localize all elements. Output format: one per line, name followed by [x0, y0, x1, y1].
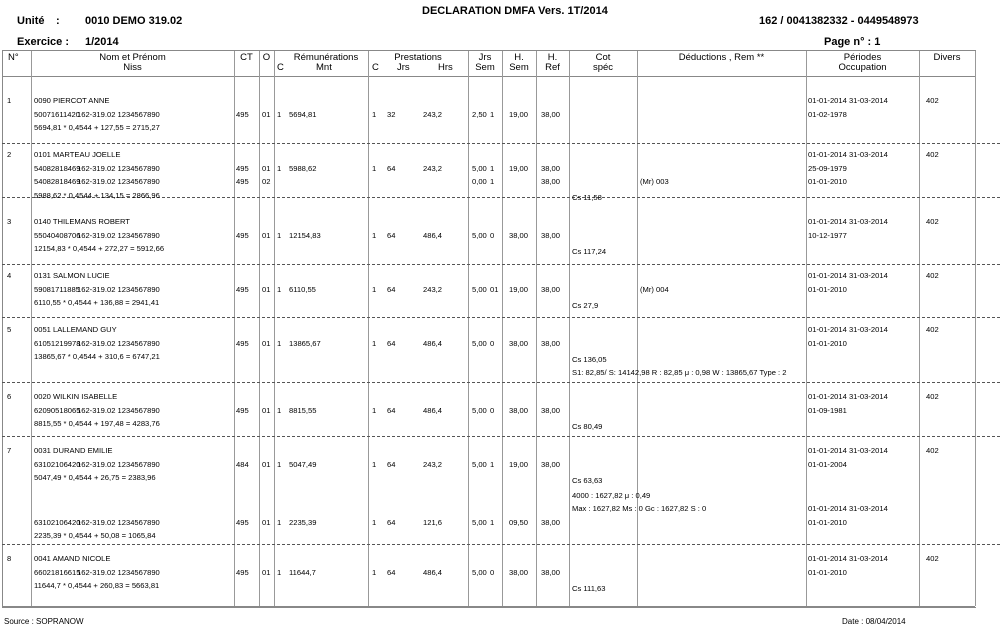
row-number: 6 — [7, 392, 12, 401]
occupation-date: 01-09-1981 — [808, 405, 847, 415]
employee-niss-2: 54082818469 — [34, 177, 81, 186]
days-week-code: 0 — [490, 567, 495, 577]
col-header-deductions: Déductions , Rem ** — [678, 52, 765, 63]
col-divider — [368, 51, 369, 606]
hours-week: 19,00 — [509, 284, 529, 294]
ct-value: 484 — [236, 459, 249, 469]
prest-days: 64 — [387, 338, 396, 348]
days-week-2: 5,00 — [472, 517, 487, 527]
calculation-formula-2: 2235,39 * 0,4544 + 50,08 = 1065,84 — [34, 531, 156, 540]
employee-reference-2: 162-319.02 1234567890 — [77, 517, 160, 527]
employee-niss: 59081711885 — [34, 284, 80, 294]
header-separator — [2, 76, 975, 77]
ct-value: 495 — [236, 567, 249, 577]
cot-detail-line: S1: 82,85/ S: 14142,98 R : 82,85 μ : 0,98 W : 13865,67 Type : 2 — [572, 367, 787, 377]
days-week-code: 0 — [490, 338, 495, 348]
table-bottom-line — [2, 606, 975, 607]
ct-value: 495 — [236, 284, 249, 294]
hours-week: 38,00 — [509, 567, 529, 577]
employee-niss: 62090518065 — [34, 405, 81, 415]
prest-days: 64 — [387, 405, 396, 415]
col-header-remun-c: C — [277, 62, 284, 73]
period-range-max: 01-01-2014 31-03-2014 — [808, 504, 888, 513]
unite-separator: : — [56, 15, 60, 27]
employee-reference: 162-319.02 1234567890 — [77, 338, 160, 348]
remun-c-value: 1 — [277, 109, 282, 119]
cot-spec-value: Cs 80,49 — [572, 422, 603, 431]
prest-days: 64 — [387, 230, 396, 240]
ct-value: 495 — [236, 109, 249, 119]
occupation-date: 01-01-2010 — [808, 338, 847, 348]
employee-reference: 162-319.02 1234567890 — [77, 163, 160, 173]
hours-reference: 38,00 — [541, 230, 561, 240]
cot-spec-value: Cs 11,58 — [572, 192, 602, 202]
o-value: 01 — [262, 338, 271, 348]
hours-reference: 38,00 — [541, 338, 561, 348]
o-value: 01 — [262, 163, 271, 173]
remun-c-value-2: 1 — [277, 517, 282, 527]
occupation-date-2: 01-01-2010 — [808, 517, 847, 527]
occupation-date: 01-02-1978 — [808, 109, 847, 119]
col-header-remun-mnt: Mnt — [316, 62, 332, 73]
col-header-jrs: Jrs — [478, 52, 492, 63]
occupation-date: 25-09-1979 — [808, 163, 847, 173]
col-header-prest: Prestations — [394, 52, 442, 63]
o-value: 01 — [262, 284, 271, 294]
days-week: 5,00 — [472, 230, 487, 240]
ct-value: 495 — [236, 405, 249, 415]
ct-value: 495 — [236, 230, 249, 240]
remun-amount: 8815,55 — [289, 405, 317, 415]
remun-c-value: 1 — [277, 567, 282, 577]
col-divider — [234, 51, 235, 606]
employee-niss: 50071611420 — [34, 109, 80, 119]
col-divider — [259, 51, 260, 606]
o-value: 01 — [262, 459, 271, 469]
col-header-jrs-sem: Sem — [475, 62, 495, 73]
col-divider — [502, 51, 503, 606]
days-week-code-2: 1 — [490, 177, 495, 186]
employee-name: 0101 MARTEAU JOELLE — [34, 150, 121, 159]
col-header-prest-c: C — [372, 62, 379, 73]
days-week: 5,00 — [472, 163, 487, 173]
col-header-divers: Divers — [933, 52, 961, 63]
employee-name: 0031 DURAND EMILIE — [34, 446, 113, 455]
employee-reference: 162-319.02 1234567890 — [77, 284, 160, 294]
calculation-formula: 5694,81 * 0,4544 + 127,55 = 2715,27 — [34, 123, 160, 132]
deduction-value: (Mr) 004 — [640, 284, 669, 294]
days-week-code: 01 — [490, 284, 499, 294]
days-week-code: 1 — [490, 459, 495, 469]
occupation-date: 10-12-1977 — [808, 230, 847, 240]
prest-hours: 486,4 — [423, 405, 443, 415]
employee-niss: 63102106420 — [34, 459, 81, 469]
remun-amount: 5988,62 — [289, 163, 317, 173]
days-week: 2,50 — [472, 109, 487, 119]
remun-amount: 13865,67 — [289, 338, 321, 348]
row-number: 5 — [7, 325, 12, 334]
days-week: 5,00 — [472, 567, 487, 577]
prest-c-value: 1 — [372, 284, 377, 294]
days-week: 5,00 — [472, 284, 487, 294]
col-divider — [637, 51, 638, 606]
remun-c-value: 1 — [277, 405, 282, 415]
col-header-h-sem-2: Sem — [509, 62, 529, 73]
prest-hours: 243,2 — [423, 163, 443, 173]
cot-4000-line: 4000 : 1627,82 μ : 0,49 — [572, 490, 651, 500]
col-header-h-sem: H. — [514, 52, 524, 63]
prest-days-2: 64 — [387, 517, 396, 527]
employee-name: 0041 AMAND NICOLE — [34, 554, 111, 563]
row-number: 2 — [7, 150, 12, 159]
remun-c-value: 1 — [277, 230, 282, 240]
cot-spec-value: Cs 63,63 — [572, 476, 603, 485]
o-value: 01 — [262, 405, 271, 415]
period-range: 01-01-2014 31-03-2014 — [808, 554, 888, 563]
col-header-n: N° — [8, 52, 19, 63]
prest-days: 64 — [387, 163, 396, 173]
period-range: 01-01-2014 31-03-2014 — [808, 271, 888, 280]
prest-c-value: 1 — [372, 163, 377, 173]
period-range: 01-01-2014 31-03-2014 — [808, 96, 888, 105]
col-header-cot: Cot — [595, 52, 611, 63]
prest-hours: 243,2 — [423, 109, 443, 119]
unite-label: Unité — [17, 15, 45, 27]
calculation-formula: 12154,83 * 0,4544 + 272,27 = 5912,66 — [34, 244, 165, 253]
row-separator — [2, 317, 1000, 318]
hours-reference: 38,00 — [541, 284, 561, 294]
col-header-nom: Nom et Prénom — [99, 52, 166, 63]
employee-name: 0140 THILEMANS ROBERT — [34, 217, 130, 226]
employee-name: 0131 SALMON LUCIE — [34, 271, 110, 280]
divers-value: 402 — [926, 217, 939, 226]
col-header-h-ref: H. — [547, 52, 558, 63]
col-divider — [569, 51, 570, 606]
prest-days: 64 — [387, 567, 396, 577]
prest-c-value: 1 — [372, 405, 377, 415]
row-separator — [2, 436, 1000, 437]
remun-amount: 5694,81 — [289, 109, 317, 119]
days-week-code: 1 — [490, 109, 495, 119]
prest-c-value-2: 1 — [372, 517, 377, 527]
occupation-date: 01-01-2010 — [808, 284, 847, 294]
o-value-2: 01 — [262, 517, 271, 527]
hours-reference-2: 38,00 — [541, 517, 561, 527]
row-separator — [2, 143, 1000, 144]
col-header-periodes: Périodes — [843, 52, 882, 63]
hours-week: 38,00 — [509, 338, 529, 348]
employee-name: 0051 LALLEMAND GUY — [34, 325, 117, 334]
hours-week: 38,00 — [509, 405, 529, 415]
o-value: 01 — [262, 109, 271, 119]
remun-amount: 11644,7 — [289, 567, 316, 577]
employee-name: 0090 PIERCOT ANNE — [34, 96, 110, 105]
ct-value-2: 495 — [236, 517, 249, 527]
period-range: 01-01-2014 31-03-2014 — [808, 446, 888, 455]
days-week-2: 0,00 — [472, 177, 487, 186]
col-header-ct: CT — [240, 52, 253, 63]
cot-spec-value: Cs 136,05 — [572, 355, 607, 364]
remun-amount: 6110,55 — [289, 284, 316, 294]
exercice-value: 1/2014 — [85, 36, 119, 48]
col-divider — [919, 51, 920, 606]
employee-reference: 162-319.02 1234567890 — [77, 567, 160, 577]
col-header-remun: Rémunérations — [293, 52, 359, 63]
cot-spec-value: Cs 117,24 — [572, 247, 607, 256]
divers-value: 402 — [926, 96, 939, 105]
period-range: 01-01-2014 31-03-2014 — [808, 150, 888, 159]
exercice-label: Exercice : — [17, 36, 69, 48]
employee-name: 0020 WILKIN ISABELLE — [34, 392, 118, 401]
employee-reference: 162-319.02 1234567890 — [77, 109, 160, 119]
days-week-code-2: 1 — [490, 517, 495, 527]
employee-niss: 61051219978 — [34, 338, 81, 348]
hours-week: 19,00 — [509, 163, 529, 173]
divers-value: 402 — [926, 271, 939, 280]
col-divider — [468, 51, 469, 606]
divers-value: 402 — [926, 446, 939, 455]
col-header-prest-hrs: Hrs — [438, 62, 453, 73]
prest-c-value: 1 — [372, 109, 377, 119]
days-week-code: 1 — [490, 163, 495, 173]
page-number: Page n° : 1 — [824, 36, 881, 48]
prest-hours: 486,4 — [423, 230, 443, 240]
hours-week: 19,00 — [509, 459, 529, 469]
prest-hours: 243,2 — [423, 459, 443, 469]
ct-value: 495 — [236, 338, 249, 348]
days-week: 5,00 — [472, 405, 487, 415]
cot-spec-value: Cs 111,63 — [572, 584, 606, 593]
hours-reference: 38,00 — [541, 163, 561, 173]
row-number: 7 — [7, 446, 12, 455]
row-separator — [2, 544, 1000, 545]
hours-week: 19,00 — [509, 109, 529, 119]
period-range: 01-01-2014 31-03-2014 — [808, 325, 888, 334]
employee-reference: 162-319.02 1234567890 — [77, 459, 160, 469]
remun-amount: 5047,49 — [289, 459, 317, 469]
remun-amount: 12154,83 — [289, 230, 321, 240]
prest-c-value: 1 — [372, 338, 377, 348]
occupation-date-2: 01-01-2010 — [808, 177, 847, 186]
col-header-o: O — [262, 52, 271, 63]
col-header-cot-spec: spéc — [592, 62, 614, 73]
days-week-code: 0 — [490, 230, 495, 240]
divers-value: 402 — [926, 554, 939, 563]
prest-hours: 486,4 — [423, 338, 443, 348]
o-value: 01 — [262, 230, 271, 240]
prest-c-value: 1 — [372, 230, 377, 240]
divers-value: 402 — [926, 325, 939, 334]
hours-week: 38,00 — [509, 230, 529, 240]
row-number: 3 — [7, 217, 12, 226]
row-separator — [2, 382, 1000, 383]
deduction-value: (Mr) 003 — [640, 177, 669, 186]
employee-niss: 66021816615 — [34, 567, 81, 577]
col-header-niss: Niss — [123, 62, 142, 73]
prest-hours: 486,4 — [423, 567, 443, 577]
days-week-code: 0 — [490, 405, 495, 415]
calculation-formula: 6110,55 * 0,4544 + 136,88 = 2941,41 — [34, 298, 160, 307]
cot-max-line: Max : 1627,82 Ms : 0 Gc : 1627,82 S : 0 — [572, 504, 707, 513]
prest-days: 64 — [387, 284, 396, 294]
prest-hours-2: 121,6 — [423, 517, 443, 527]
col-header-occupation: Occupation — [838, 62, 887, 73]
col-divider — [274, 51, 275, 606]
employee-reference: 162-319.02 1234567890 — [77, 230, 160, 240]
calculation-formula: 11644,7 * 0,4544 + 260,83 = 5663,81 — [34, 581, 160, 590]
o-value-2: 02 — [262, 177, 271, 186]
col-divider — [806, 51, 807, 606]
cot-spec-value: Cs 27,9 — [572, 301, 599, 310]
remun-c-value: 1 — [277, 338, 282, 348]
hours-reference: 38,00 — [541, 109, 561, 119]
col-header-prest-jrs: Jrs — [397, 62, 410, 73]
ct-value: 495 — [236, 163, 249, 173]
footer-date: Date : 08/04/2014 — [842, 617, 906, 626]
col-divider — [31, 51, 32, 606]
ct-value-2: 495 — [236, 177, 249, 186]
hours-reference: 38,00 — [541, 567, 561, 577]
days-week: 5,00 — [472, 338, 487, 348]
hours-week-2: 09,50 — [509, 517, 529, 527]
footer-source: Source : SOPRANOW — [4, 617, 84, 626]
hours-reference-2: 38,00 — [541, 177, 561, 186]
remun-c-value: 1 — [277, 163, 282, 173]
employee-reference-2: 162-319.02 1234567890 — [77, 177, 160, 186]
row-number: 1 — [7, 96, 12, 105]
employee-reference: 162-319.02 1234567890 — [77, 405, 160, 415]
col-divider — [536, 51, 537, 606]
header-identifier: 162 / 0041382332 - 0449548973 — [759, 15, 919, 27]
row-number: 4 — [7, 271, 12, 280]
remun-c-value: 1 — [277, 284, 282, 294]
calculation-formula: 5047,49 * 0,4544 + 26,75 = 2383,96 — [34, 473, 156, 482]
unite-value: 0010 DEMO 319.02 — [85, 15, 183, 27]
row-separator — [2, 264, 1000, 265]
col-header-h-ref-2: Ref — [545, 62, 560, 73]
page-title: DECLARATION DMFA Vers. 1T/2014 — [422, 5, 608, 17]
prest-days: 64 — [387, 459, 396, 469]
prest-days: 32 — [387, 109, 396, 119]
divers-value: 402 — [926, 392, 939, 401]
calculation-formula: 5988,62 * 0,4544 + 134,15 = 2866,96 — [34, 190, 160, 200]
remun-amount-2: 2235,39 — [289, 517, 317, 527]
hours-reference: 38,00 — [541, 405, 561, 415]
remun-c-value: 1 — [277, 459, 282, 469]
divers-value: 402 — [926, 150, 939, 159]
row-number: 8 — [7, 554, 12, 563]
prest-c-value: 1 — [372, 459, 377, 469]
col-divider — [975, 51, 976, 606]
occupation-date: 01-01-2004 — [808, 459, 847, 469]
prest-c-value: 1 — [372, 567, 377, 577]
period-range: 01-01-2014 31-03-2014 — [808, 392, 888, 401]
hours-reference: 38,00 — [541, 459, 561, 469]
o-value: 01 — [262, 567, 271, 577]
employee-niss: 54082818469 — [34, 163, 81, 173]
days-week: 5,00 — [472, 459, 487, 469]
occupation-date: 01-01-2010 — [808, 567, 847, 577]
calculation-formula: 8815,55 * 0,4544 + 197,48 = 4283,76 — [34, 419, 160, 428]
employee-niss-2: 63102106420 — [34, 517, 81, 527]
prest-hours: 243,2 — [423, 284, 443, 294]
period-range: 01-01-2014 31-03-2014 — [808, 217, 888, 226]
employee-niss: 55040408706 — [34, 230, 81, 240]
calculation-formula: 13865,67 * 0,4544 + 310,6 = 6747,21 — [34, 352, 160, 361]
